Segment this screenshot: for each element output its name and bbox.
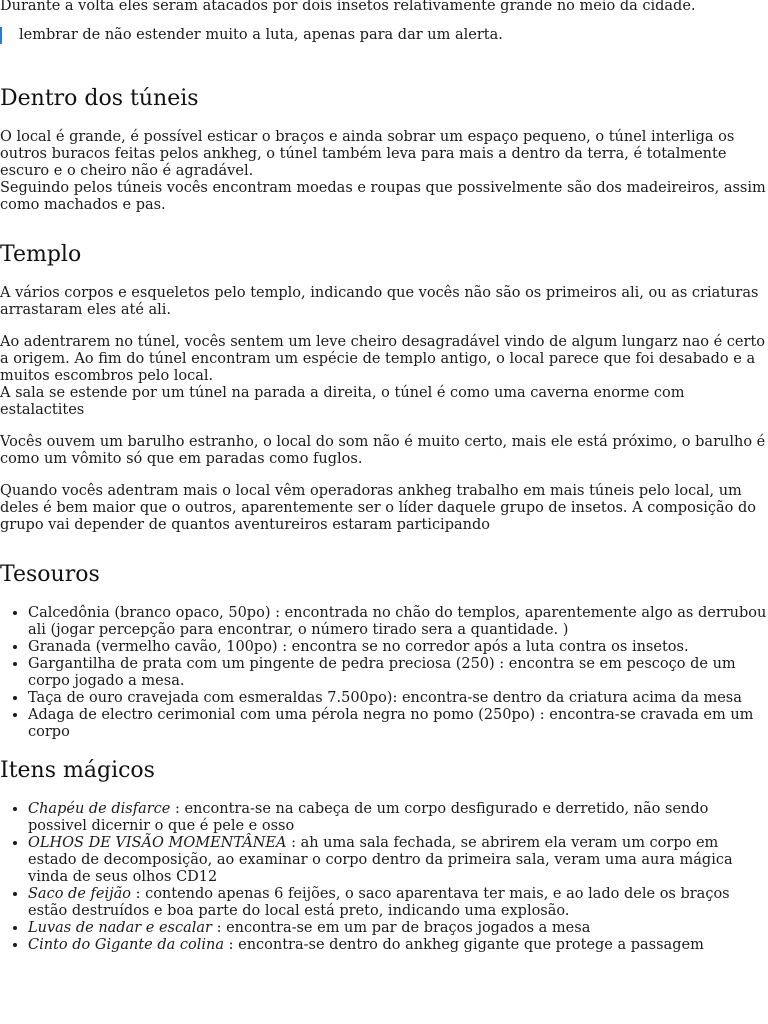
item-description: : encontra-se na cabeça de um corpo desfigurado e derretido, não sendo possivel dicernir o que é pele e osso	[28, 801, 709, 834]
itens-magicos-list	[0, 801, 768, 954]
list-item	[28, 835, 768, 886]
templo-paragraph-1: A vários corpos e esqueletos pelo templo, indicando que vocês não são os primeiros ali, ou as criaturas arrastaram eles até ali.	[0, 285, 759, 318]
note-blockquote	[0, 27, 768, 44]
heading-templo: Templo	[0, 242, 82, 267]
item-description: : encontra-se dentro do ankheg gigante que protege a passagem	[224, 937, 704, 953]
item-name: Chapéu de disfarce	[28, 801, 171, 817]
heading-tesouros: Tesouros	[0, 562, 100, 587]
templo-paragraph-4: Vocês ouvem um barulho estranho, o local do som não é muito certo, mais ele está próximo, o barulho é como um vômito só que em paradas como fuglos.	[0, 434, 766, 467]
item-name: Cinto do Gigante da colina	[28, 937, 225, 953]
heading-itens-magicos: Itens mágicos	[0, 758, 155, 783]
item-name: Luvas de nadar e escalar	[28, 920, 212, 936]
tesouros-list	[0, 605, 768, 741]
templo-paragraph-2: Ao adentrarem no túnel, vocês sentem um leve cheiro desagradável vindo de algum lungarz nao é certo a origem. Ao fim do túnel encontram um espécie de templo antigo, o local parece que foi desabado e a muitos escombros pelo local.	[0, 334, 765, 384]
intro-paragraph: Durante a volta eles seram atacados por dois insetos relativamente grande no meio da cidade.	[0, 0, 696, 14]
item-description: : ah uma sala fechada, se abrirem ela veram um corpo em estado de decomposição, ao examinar o corpo dentro da primeira sala, veram uma aura mágica vinda de seus olhos CD12	[28, 835, 733, 885]
list-item	[28, 801, 768, 835]
list-item	[28, 886, 768, 920]
list-item: • Taça de ouro cravejada com esmeraldas 7.500po): encontra-se dentro da criatura acima da mesa	[28, 690, 768, 707]
list-item: • Granada (vermelho cavão, 100po) : encontra se no corredor após a luta contra os insetos.	[28, 639, 768, 656]
tuneis-paragraph-1: O local é grande, é possível esticar o braços e ainda sobrar um espaço pequeno, o túnel interliga os outros buracos feitas pelos ankheg, o túnel também leva para mais a dentro da terra, é totalmente escuro e o cheiro não é agradável.	[0, 129, 735, 179]
templo-paragraph-5: Quando vocês adentram mais o local vêm operadoras ankheg trabalho em mais túneis pelo local, um deles é bem maior que o outros, aparentemente ser o líder daquele grupo de insetos. A composição do grupo vai depender de quantos aventureiros estaram participando	[0, 483, 757, 533]
list-item	[28, 937, 768, 954]
note-text: lembrar de não estender muito a luta, apenas para dar um alerta.	[19, 27, 503, 43]
item-name: OLHOS DE VISÃO MOMENTÂNEA	[28, 835, 287, 851]
item-description: : contendo apenas 6 feijões, o saco aparentava ter mais, e ao lado dele os braços estão destruídos e boa parte do local está preto, indicando uma explosão.	[28, 886, 730, 919]
heading-tuneis: Dentro dos túneis	[0, 86, 199, 111]
item-name: Saco de feijão	[28, 886, 131, 902]
list-item	[28, 920, 768, 937]
list-item: • Adaga de electro cerimonial com uma pérola negra no pomo (250po) : encontra-se cravada em um corpo	[28, 707, 768, 741]
tuneis-paragraph-2: Seguindo pelos túneis vocês encontram moedas e roupas que possivelmente são dos madeireiros, assim como machados e pas.	[0, 180, 766, 213]
list-item: • Calcedônia (branco opaco, 50po) : encontrada no chão do templos, aparentemente algo as derrubou ali (jogar percepção para encontrar, o número tirado sera a quantidade. )	[28, 605, 768, 639]
templo-paragraph-3: A sala se estende por um túnel na parada a direita, o túnel é como uma caverna enorme com estalactites	[0, 385, 685, 418]
list-item: • Gargantilha de prata com um pingente de pedra preciosa (250) : encontra se em pescoço de um corpo jogado a mesa.	[28, 656, 768, 690]
item-description: : encontra-se em um par de braços jogados a mesa	[211, 920, 591, 936]
